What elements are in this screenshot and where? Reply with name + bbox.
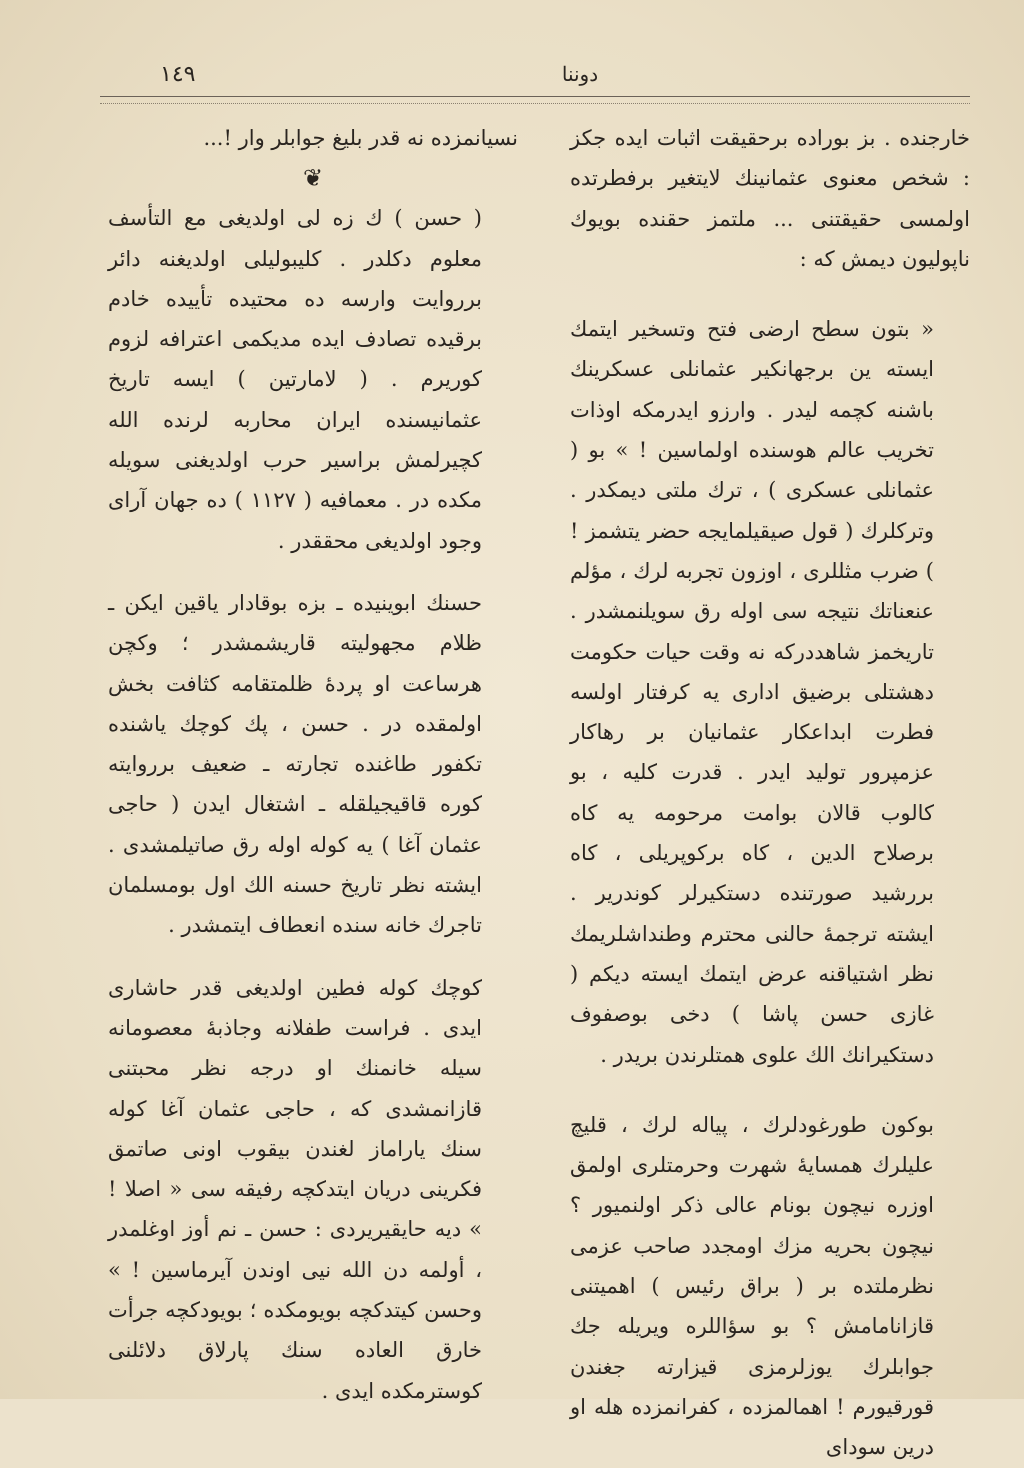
fleuron-ornament-icon: ❦ — [302, 164, 324, 193]
paragraph-gap — [570, 279, 970, 309]
paragraph: حسنك ابوینیده ـ بزه بوقادار یاقین ایکن ـ ظلام مجهولیته قاریشمشدر ؛ وکچن هرساعت او پردهٔ ظلمتقامه کثافت بخش اولمقده در . حسن ، پك کوچك یاشنده تکفور طاغنده تجارته ـ ضعیف برروایته کوره قاقیجیلقله ـ اشتغال ایدن ( حاجی عثمان آغا ) یه کوله اوله رق صاتیلمشدی . ایشته نظر تاریخ حسنه الك اول بومسلمان تاجرك خانه سنده انعطاف ایتمشدر . — [108, 590, 482, 938]
paragraph-gap — [108, 561, 518, 583]
left-column — [108, 118, 518, 1411]
paragraph: خارجنده . بز بوراده برحقیقت اثبات ایده جکز : شخص معنوی عثمانینك لایتغیر برفطرتده اولمسی حقیقتنی ... ملتمز حقنده بویوك ناپولیون دیمش که : — [570, 126, 970, 271]
paragraph: بوکون طورغودلرك ، پیاله لرك ، قلیچ علیلرك همسایهٔ شهرت وحرمتلری اولمق اوزره نیچون بونام عالی ذکر اولنمیور ؟ نیچون بحریه مزك اومجدد صاحب عزمی نظرملتده بر ( براق رئیس ) اهمیتنی قازانامامش ؟ بو سؤاللره ویریله جك جوابلرك یوزلرمزی قیزارته جغندن قورقیورم ! اهمالمزده ، کفرانمزده هله او درین سودای — [570, 1112, 934, 1460]
paragraph-gap — [108, 946, 518, 968]
right-column — [570, 118, 970, 1468]
page-number: ١٤٩ — [160, 62, 196, 87]
paragraph: کوچك کوله فطین اولدیغی قدر حاشاری ایدی . فراست طفلانه وجاذبهٔ معصومانه سیله خانمنك او درجه نظر محبتنی قازانمشدی که ، حاجی عثمان آغا کوله سنك یاراماز لغندن بیقوب اونی صاتمق فکرینی دریان ایتدکچه رفیقه سی « اصلا ! » دیه حایقیریردی : حسن ـ نم أوز اوغلمدر ، أولمه دن الله نیی اوندن آیرماسین ! » وحسن کیتدکچه بویومکده ؛ بویودکچه جرأت خارق العاده سنك پارلاق دلائلنی کوسترمکده ایدی . — [108, 975, 482, 1403]
header-rule — [100, 96, 970, 104]
page-header — [100, 62, 970, 98]
paragraph: نسیانمزده نه قدر بلیغ جوابلر وار !... — [203, 126, 518, 150]
running-title: دوننا — [561, 62, 599, 86]
paragraph-gap — [570, 1075, 970, 1105]
paragraph: ( حسن ) ك زه لی اولدیغی مع التأسف معلوم دکلدر . کلیبولیلی اولدیغنه دائر برروایت وارسه ده محتیده تأییده خادم برقیده تصادف ایده مدیکمی اعترافه لزوم کوریرم . ( لامارتین ) ایسه تاریخ عثمانیسنده ایران محاربه لرنده الله کچیرلمش براسیر حرب اولدیغنی سویله مکده در . معمافیه ( ١١٢٧ ) ده جهان آرای وجود اولدیغی محققدر . — [108, 206, 482, 553]
paragraph: « بتون سطح ارضی فتح وتسخیر ایتمك ایسته ین برجهانکیر عثمانلی عسکرینك باشنه کچمه لیدر . وارزو ایدرمکه اوذات تخریب عالم هوسنده اولماسین ! » بو ( عثمانلی عسکری ) ، ترك ملتی دیمکدر . وترکلرك ( قول صیقیلمایجه حضر یتشمز ! ) ضرب مثللری ، اوزون تجربه لرك ، مؤلم عنعناتك نتیجه سی اوله رق سویلنمشدر . تاریخمز شاهددرکه نه وقت حیات حکومت دهشتلی برضیق اداری یه کرفتار اولسه فطرت ابداعکار عثمانیان بر رهاکار عزمپرور تولید ایدر . قدرت کلیه ، بو کالوب قالان بوامت مرحومه یه کاه برصلاح الدین ، کاه برکوپریلی ، کاه بررشید صورتنده دستکیرلر کوندریر . ایشته ترجمهٔ حالنی محترم وطنداشلریمك نظر اشتیاقنه عرض ایتمك ایسته دیکم ( غازی حسن پاشا ) دخی بوصفوف دستکیرانك الك علوی همتلرندن بریدر . — [570, 317, 934, 1067]
